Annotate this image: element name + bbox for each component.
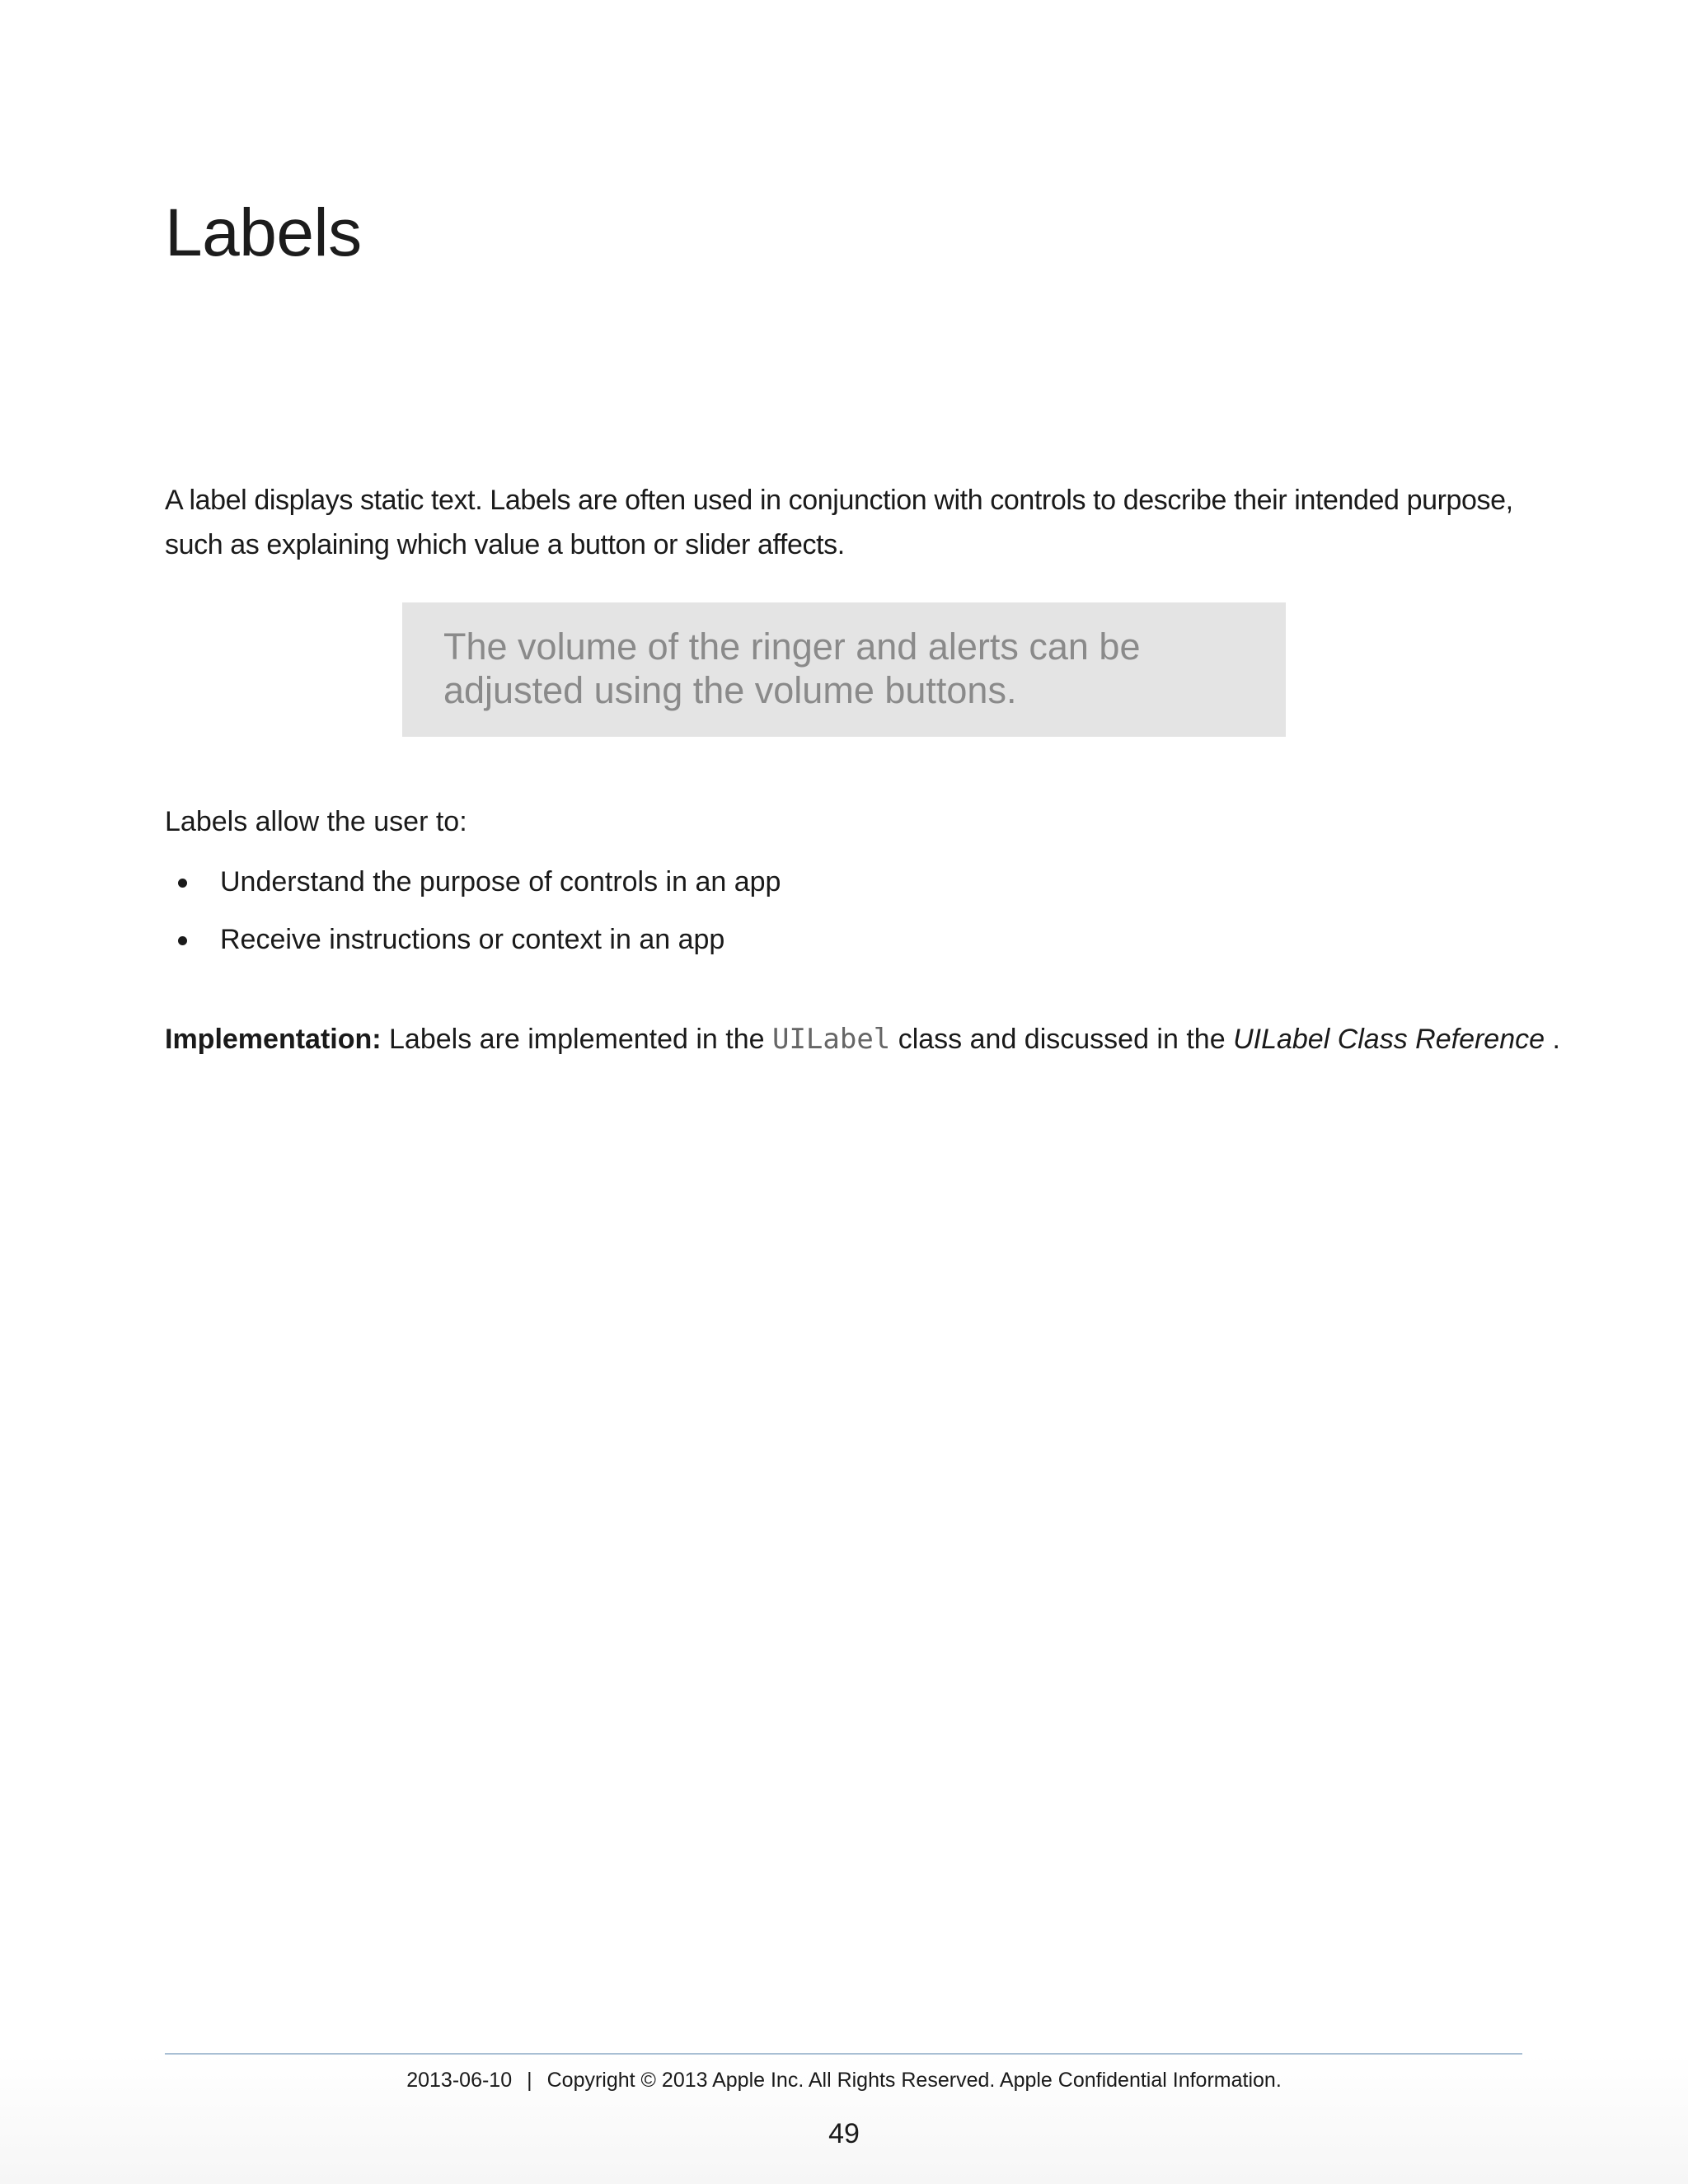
page-number: 49 [828,2118,860,2149]
bullet-icon [178,879,187,888]
figure-line-1: The volume of the ringer and alerts can be [443,626,1141,668]
purpose-list [165,859,781,974]
figure-line-2: adjusted using the volume buttons. [443,669,1017,711]
implementation-text-middle: class and discussed in the [890,1024,1234,1055]
implementation-text-end: . [1545,1024,1560,1055]
footer-copyright-line [0,2065,1688,2095]
page-title: Labels [165,195,362,270]
class-reference-link[interactable]: UILabel Class Reference [1233,1024,1545,1055]
intro-paragraph: A label displays static text. Labels are often used in conjunction with controls to describe their intended purpose, such as explaining which value a button or slider affects. [165,485,1513,560]
uilabel-code: UILabel [771,1023,891,1056]
footer-copyright: Copyright © 2013 Apple Inc. All Rights Reserved. Apple Confidential Information. [546,2069,1282,2092]
footer-separator: | [527,2069,532,2092]
implementation-label: Implementation: [165,1024,382,1055]
footer-date: 2013-06-10 [406,2069,513,2092]
list-item-text: Receive instructions or context in an app [220,924,725,955]
footer-divider [165,2053,1522,2055]
list-item-text: Understand the purpose of controls in an app [220,866,781,898]
implementation-note [165,1016,1560,1062]
list-item [165,916,781,974]
list-intro: Labels allow the user to: [165,806,467,837]
label-example-figure [402,602,1286,737]
list-item [165,859,781,916]
bullet-icon [178,936,187,945]
implementation-text-before: Labels are implemented in the [381,1024,772,1055]
